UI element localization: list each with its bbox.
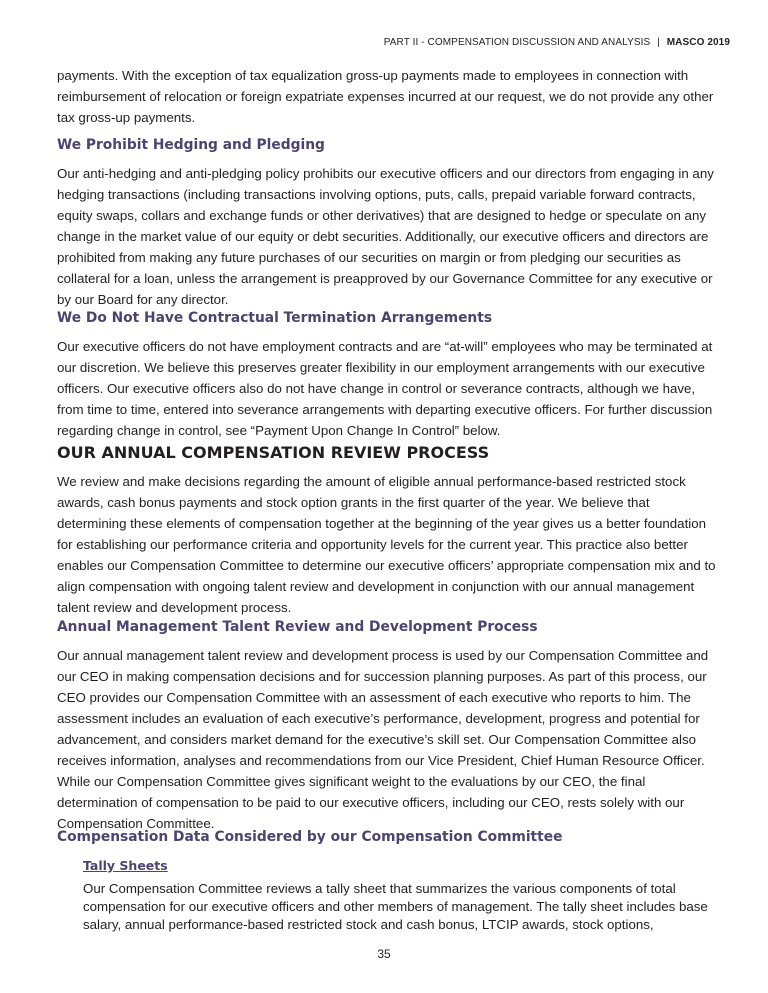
running-header xyxy=(384,37,730,48)
heading-compensation-data: Compensation Data Considered by our Compensation Committee xyxy=(57,829,563,845)
paragraph-hedging: Our anti-hedging and anti-pledging policy prohibits our executive officers and our directors from engaging in any hedging transactions (including transactions involving options, puts, calls, prepaid variable forward contracts, equity swaps, collars and exchange funds or other derivatives) that are designed to hedge or speculate on any change in the market value of our equity or debt securities. Additionally, our executive officers and directors are prohibited from making any future purchases of our securities on margin or from pledging our securities as collateral for a loan, unless the arrangement is preapproved by our Governance Committee for any executive or by our Board for any director. xyxy=(57,166,714,307)
header-separator: | xyxy=(657,37,660,48)
heading-talent-review: Annual Management Talent Review and Development Process xyxy=(57,619,538,635)
page-number: 35 xyxy=(377,947,391,961)
heading-hedging: We Prohibit Hedging and Pledging xyxy=(57,137,325,153)
header-brand: MASCO 2019 xyxy=(666,37,730,48)
paragraph-gross-up: payments. With the exception of tax equalization gross-up payments made to employees in connection with reimbursement of relocation or foreign expatriate expenses incurred at our request, we do not provide any other tax gross-up payments. xyxy=(57,68,714,125)
heading-termination: We Do Not Have Contractual Termination Arrangements xyxy=(57,310,493,326)
paragraph-talent-review: Our annual management talent review and development process is used by our Compensation Committee and our CEO in making compensation decisions and for succession planning purposes. As part of this process, our CEO provides our Compensation Committee with an assessment of each executive who reports to him. The assessment includes an evaluation of each executive’s performance, development, progress and potential for advancement, and considers market demand for the executive’s skill set. Our Compensation Committee also receives information, analyses and recommendations from our Vice President, Chief Human Resource Officer. While our Compensation Committee gives significant weight to the evaluations by our CEO, the final determination of compensation to be paid to our executive officers, including our CEO, rests solely with our Compensation Committee. xyxy=(57,648,709,831)
paragraph-termination: Our executive officers do not have employment contracts and are “at-will” employees who may be terminated at our discretion. We believe this preserves greater flexibility in our employment arrangements with our executive officers. Our executive officers also do not have change in control or severance contracts, although we have, from time to time, entered into severance arrangements with departing executive officers. For further discussion regarding change in control, see “Payment Upon Change In Control” below. xyxy=(57,339,713,438)
heading-review-process: OUR ANNUAL COMPENSATION REVIEW PROCESS xyxy=(57,443,490,462)
paragraph-tally-sheets: Our Compensation Committee reviews a tally sheet that summarizes the various components of total compensation for our executive officers and other members of management. The tally sheet includes base salary, annual performance-based restricted stock and cash bonus, LTCIP awards, stock options, xyxy=(83,881,708,932)
paragraph-review-process: We review and make decisions regarding the amount of eligible annual performance-based restricted stock awards, cash bonus payments and stock option grants in the first quarter of the year. We believe that determining these elements of compensation together at the beginning of the year gives us a better foundation for establishing our performance criteria and opportunity levels for the current year. This practice also better enables our Compensation Committee to determine our executive officers’ appropriate compensation mix and to align compensation with ongoing talent review and development in conjunction with our annual management talent review and development process. xyxy=(57,474,716,615)
heading-tally-sheets: Tally Sheets xyxy=(83,858,168,873)
header-section: PART II - COMPENSATION DISCUSSION AND ANALYSIS xyxy=(383,37,651,48)
